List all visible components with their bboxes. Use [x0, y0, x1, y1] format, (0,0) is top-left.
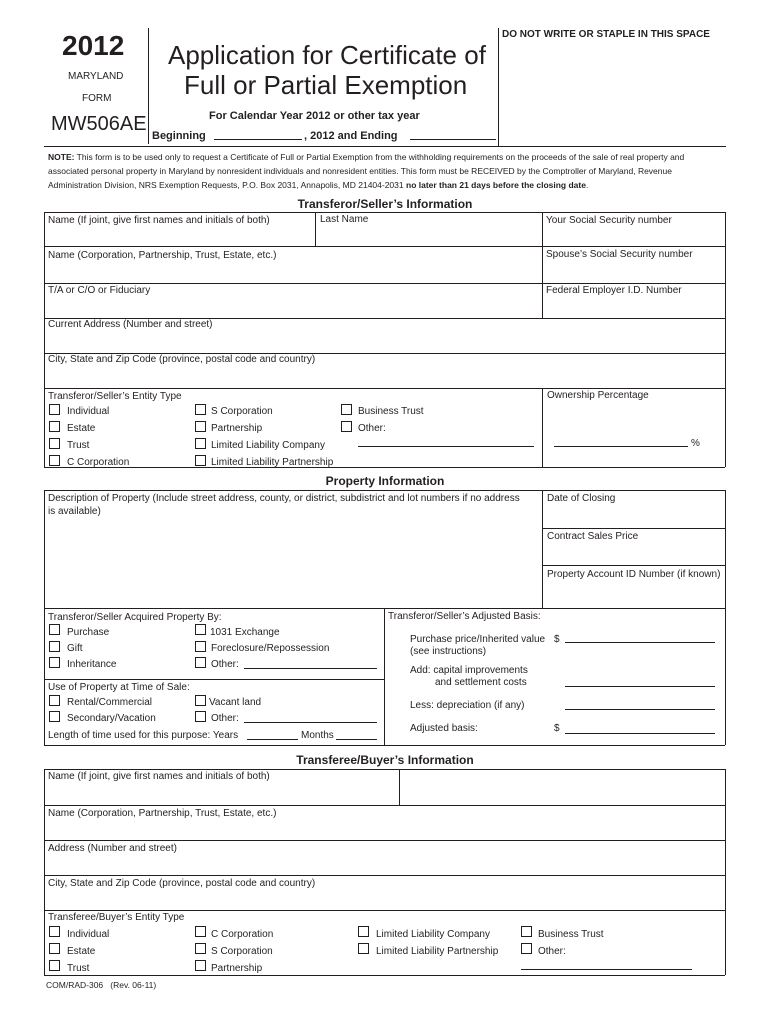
buyer-last-name-field[interactable]	[401, 771, 724, 804]
buyer-name-label: Name (If joint, give first names and initials of both)	[48, 771, 270, 782]
seller-ta-field[interactable]	[46, 298, 540, 317]
seller-entity-trust-checkbox[interactable]	[49, 438, 60, 449]
seller-entity-partnership-checkbox[interactable]	[195, 421, 206, 432]
buyer-entity-c-corp-label: C Corporation	[211, 929, 274, 940]
buyer-corp-name-label: Name (Corporation, Partnership, Trust, Estate, etc.)	[48, 808, 277, 819]
acquired-1031-checkbox[interactable]	[195, 624, 206, 635]
buyer-entity-trust-label: Trust	[67, 963, 90, 974]
purchase-price-label-2: (see instructions)	[410, 646, 487, 657]
use-rental-checkbox[interactable]	[49, 695, 60, 706]
acquired-gift-checkbox[interactable]	[49, 641, 60, 652]
seller-address-field[interactable]	[46, 333, 724, 352]
buyer-entity-other-label: Other:	[538, 946, 566, 957]
beginning-field[interactable]	[214, 139, 302, 140]
seller-spouse-ssn-label: Spouse’s Social Security number	[546, 249, 693, 260]
use-secondary-checkbox[interactable]	[49, 711, 60, 722]
acquired-by-label: Transferor/Seller Acquired Property By:	[48, 612, 222, 623]
form-year: 2012	[62, 30, 125, 61]
acquired-foreclosure-label: Foreclosure/Repossession	[211, 643, 330, 654]
adjusted-basis-field[interactable]	[565, 733, 715, 734]
seller-entity-s-corp-label: S Corporation	[211, 406, 273, 417]
property-section-title: Property Information	[325, 474, 445, 488]
buyer-entity-partnership-checkbox[interactable]	[195, 960, 206, 971]
form-title-line2: Full or Partial Exemption	[184, 70, 468, 100]
seller-entity-individual-label: Individual	[67, 406, 110, 417]
seller-fein-field[interactable]	[544, 298, 724, 317]
note-period: .	[585, 180, 589, 190]
footer-revision: (Rev. 06-11)	[110, 980, 157, 990]
buyer-city-field[interactable]	[46, 891, 724, 909]
ownership-percentage-field[interactable]	[554, 446, 688, 447]
footer-code: COM/RAD-306	[46, 980, 104, 990]
buyer-entity-individual-checkbox[interactable]	[49, 926, 60, 937]
note-label: NOTE:	[48, 152, 75, 162]
seller-ssn-label: Your Social Security number	[546, 215, 672, 226]
seller-entity-business-trust-checkbox[interactable]	[341, 404, 352, 415]
seller-last-name-label: Last Name	[320, 214, 369, 225]
buyer-entity-individual-label: Individual	[67, 929, 110, 940]
acquired-inheritance-checkbox[interactable]	[49, 657, 60, 668]
property-description-label-2: is available)	[48, 506, 101, 517]
note-deadline: no later than 21 days before the closing date	[406, 180, 586, 190]
form-title-line1: Application for Certificate of	[168, 40, 486, 70]
length-months-field[interactable]	[336, 739, 377, 740]
length-of-use-label: Length of time used for this purpose: Years	[48, 730, 239, 741]
purchase-price-field[interactable]	[565, 642, 715, 643]
buyer-corp-name-field[interactable]	[46, 821, 724, 839]
adjusted-basis-title: Transferor/Seller’s Adjusted Basis:	[388, 611, 541, 622]
seller-entity-estate-checkbox[interactable]	[49, 421, 60, 432]
seller-name-label: Name (If joint, give first names and initials of both)	[48, 215, 270, 226]
contract-price-field[interactable]	[544, 545, 724, 564]
seller-entity-c-corp-checkbox[interactable]	[49, 455, 60, 466]
seller-section-title: Transferor/Seller’s Information	[297, 197, 473, 211]
note-text-1: This form is to be used only to request a Certificate of Full or Partial Exemption from the withholding requirements on the proceeds of the sale of real property and	[76, 152, 685, 162]
seller-entity-trust-label: Trust	[67, 440, 90, 451]
seller-city-field[interactable]	[46, 368, 724, 387]
note-line2: associated personal property in Maryland by nonresident individuals and nonresident entities. This form must be RECEIVED by the Comptroller of Maryland, Revenue	[48, 166, 672, 176]
use-vacant-land-label: Vacant land	[209, 697, 262, 708]
capital-improvements-field[interactable]	[565, 686, 715, 687]
acquired-purchase-label: Purchase	[67, 627, 110, 638]
form-number: MW506AE	[51, 113, 147, 135]
seller-entity-llc-label: Limited Liability Company	[211, 440, 325, 451]
seller-entity-llp-checkbox[interactable]	[195, 455, 206, 466]
buyer-entity-partnership-label: Partnership	[211, 963, 263, 974]
note-line3	[48, 179, 588, 191]
use-vacant-land-checkbox[interactable]	[195, 695, 206, 706]
capital-improvements-label-1: Add: capital improvements	[410, 665, 528, 676]
seller-entity-s-corp-checkbox[interactable]	[195, 404, 206, 415]
buyer-entity-llp-label: Limited Liability Partnership	[376, 946, 499, 957]
reserved-space-notice: DO NOT WRITE OR STAPLE IN THIS SPACE	[502, 29, 710, 40]
adjusted-basis-label: Adjusted basis:	[410, 723, 478, 734]
depreciation-label: Less: depreciation (if any)	[410, 700, 525, 711]
form-subtitle: For Calendar Year 2012 or other tax year	[209, 110, 420, 122]
seller-corp-name-label: Name (Corporation, Partnership, Trust, Estate, etc.)	[48, 250, 277, 261]
seller-entity-other-checkbox[interactable]	[341, 421, 352, 432]
seller-address-label: Current Address (Number and street)	[48, 319, 213, 330]
depreciation-field[interactable]	[565, 709, 715, 710]
buyer-entity-type-label: Transferee/Buyer’s Entity Type	[48, 912, 185, 923]
use-other-field[interactable]	[244, 722, 377, 723]
footer-form-code	[46, 979, 156, 991]
buyer-first-name-field[interactable]	[46, 785, 398, 804]
use-other-checkbox[interactable]	[195, 711, 206, 722]
closing-date-label: Date of Closing	[547, 493, 616, 504]
buyer-entity-estate-label: Estate	[67, 946, 96, 957]
buyer-city-label: City, State and Zip Code (province, postal code and country)	[48, 878, 316, 889]
seller-entity-other-field[interactable]	[358, 446, 534, 447]
use-rental-label: Rental/Commercial	[67, 697, 153, 708]
buyer-entity-business-trust-checkbox[interactable]	[521, 926, 532, 937]
acquired-other-checkbox[interactable]	[195, 657, 206, 668]
percent-sign: %	[691, 438, 700, 449]
note-line1	[48, 151, 684, 163]
buyer-entity-llc-checkbox[interactable]	[358, 926, 369, 937]
buyer-entity-s-corp-checkbox[interactable]	[195, 943, 206, 954]
seller-entity-other-label: Other:	[358, 423, 386, 434]
buyer-entity-other-field[interactable]	[521, 969, 692, 970]
seller-spouse-ssn-field[interactable]	[544, 263, 724, 282]
seller-first-name-field[interactable]	[46, 228, 314, 245]
use-of-property-label: Use of Property at Time of Sale:	[48, 682, 190, 693]
buyer-entity-estate-checkbox[interactable]	[49, 943, 60, 954]
seller-city-label: City, State and Zip Code (province, postal code and country)	[48, 354, 316, 365]
acquired-other-field[interactable]	[244, 668, 377, 669]
form-state: MARYLAND	[68, 71, 124, 82]
note-text-3: Administration Division, NRS Exemption Requests, P.O. Box 2031, Annapolis, MD 21404-2031	[48, 180, 404, 190]
seller-last-name-field[interactable]	[317, 228, 541, 245]
seller-entity-individual-checkbox[interactable]	[49, 404, 60, 415]
seller-ssn-field[interactable]	[544, 228, 724, 245]
form-label: FORM	[82, 93, 112, 104]
buyer-section-title: Transferee/Buyer’s Information	[296, 753, 474, 767]
acquired-gift-label: Gift	[67, 643, 83, 654]
capital-improvements-label-2: and settlement costs	[435, 677, 527, 688]
closing-date-field[interactable]	[544, 507, 724, 527]
seller-fein-label: Federal Employer I.D. Number	[546, 285, 682, 296]
seller-entity-business-trust-label: Business Trust	[358, 406, 424, 417]
ending-field[interactable]	[410, 139, 496, 140]
seller-entity-c-corp-label: C Corporation	[67, 457, 130, 468]
ending-label: , 2012 and Ending	[304, 130, 398, 142]
acquired-foreclosure-checkbox[interactable]	[195, 641, 206, 652]
buyer-address-label: Address (Number and street)	[48, 843, 177, 854]
buyer-entity-c-corp-checkbox[interactable]	[195, 926, 206, 937]
acquired-other-label: Other:	[211, 659, 239, 670]
seller-corp-name-field[interactable]	[46, 263, 540, 282]
buyer-entity-llp-checkbox[interactable]	[358, 943, 369, 954]
use-other-label: Other:	[211, 713, 239, 724]
seller-entity-llp-label: Limited Liability Partnership	[211, 457, 334, 468]
use-secondary-label: Secondary/Vacation	[67, 713, 156, 724]
length-months-label: Months	[301, 730, 334, 741]
acquired-1031-label: 1031 Exchange	[210, 627, 280, 638]
buyer-entity-s-corp-label: S Corporation	[211, 946, 273, 957]
contract-price-label: Contract Sales Price	[547, 531, 639, 542]
seller-entity-llc-checkbox[interactable]	[195, 438, 206, 449]
account-id-field[interactable]	[544, 583, 724, 607]
buyer-entity-llc-label: Limited Liability Company	[376, 929, 490, 940]
buyer-entity-business-trust-label: Business Trust	[538, 929, 604, 940]
property-description-label-1: Description of Property (Include street address, county, or district, subdistrict and lot numbers if no address	[48, 493, 520, 504]
purchase-price-label-1: Purchase price/Inherited value	[410, 634, 546, 645]
seller-entity-type-label: Transferor/Seller’s Entity Type	[48, 391, 182, 402]
adjusted-basis-dollar: $	[554, 723, 560, 734]
buyer-entity-other-checkbox[interactable]	[521, 943, 532, 954]
beginning-label: Beginning	[152, 130, 206, 142]
purchase-price-dollar: $	[554, 634, 560, 645]
acquired-inheritance-label: Inheritance	[67, 659, 117, 670]
seller-entity-estate-label: Estate	[67, 423, 96, 434]
buyer-entity-trust-checkbox[interactable]	[49, 960, 60, 971]
ownership-percentage-label: Ownership Percentage	[547, 390, 649, 401]
seller-entity-partnership-label: Partnership	[211, 423, 263, 434]
length-years-field[interactable]	[247, 739, 298, 740]
account-id-label: Property Account ID Number (if known)	[547, 569, 721, 580]
seller-ta-label: T/A or C/O or Fiduciary	[48, 285, 151, 296]
property-description-field[interactable]	[46, 520, 540, 606]
buyer-address-field[interactable]	[46, 856, 724, 874]
acquired-purchase-checkbox[interactable]	[49, 624, 60, 635]
